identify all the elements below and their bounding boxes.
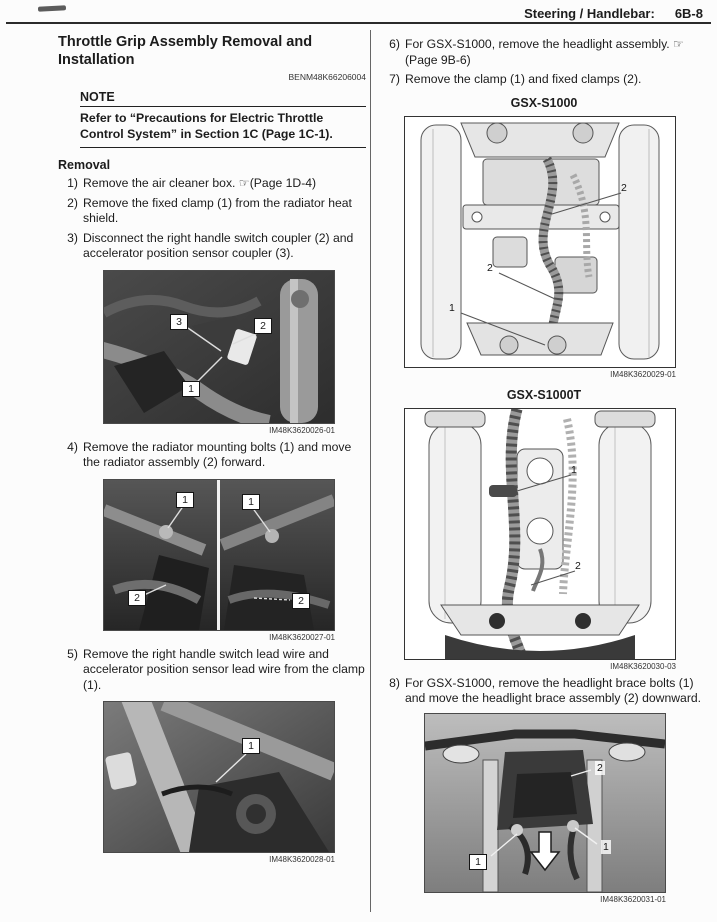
figure-code: IM48K3620027-01 (269, 632, 335, 642)
step-text: Remove the radiator mounting bolts (1) and move the radiator assembly (2) forward. (83, 439, 352, 469)
callout-2-top: 2 (621, 181, 627, 194)
callout-2-left: 2 (128, 590, 146, 606)
procedure-title: Throttle Grip Assembly Removal and Installation (58, 34, 313, 68)
step-8 (380, 676, 708, 707)
page-header (524, 6, 703, 21)
step-number: 3) (67, 230, 78, 245)
callout-2-mid: 2 (487, 261, 493, 274)
step-number: 7) (389, 72, 400, 86)
step-3 (58, 231, 366, 262)
header-section-title: Steering / Handlebar: (524, 6, 655, 21)
column-divider (370, 30, 371, 912)
figure-headlight-brace-photo (424, 713, 666, 893)
step-text: Remove the fixed clamp (1) from the radiator heat shield. (83, 195, 352, 225)
figure-headlight-brace (424, 713, 666, 905)
figure-gsx-s1000-drawing (404, 116, 676, 368)
note-text: Refer to “Precautions for Electric Throttle Control System” in Section 1C (Page 1C-1). (80, 107, 366, 148)
step-number: 1) (67, 176, 78, 190)
callout-1: 1 (571, 463, 577, 476)
figure-clamp-photo (103, 701, 335, 853)
removal-heading: Removal (58, 158, 111, 172)
figure-gsx-s1000t (404, 408, 676, 672)
step-number: 6) (389, 37, 400, 51)
figure-gsx-s1000t-drawing (404, 408, 676, 660)
callout-1-right: 1 (242, 494, 260, 510)
step-2 (58, 196, 366, 227)
step-5 (58, 647, 366, 694)
header-rule (6, 22, 711, 24)
steering-stem-drawing (405, 117, 675, 367)
figure-couplers-photo (103, 270, 335, 424)
callout-1-right: 1 (603, 840, 609, 853)
callout-3: 3 (170, 314, 188, 330)
step-text: Disconnect the right handle switch coupler (2) and accelerator position sensor coupler (3). (83, 230, 354, 260)
step-number: 4) (67, 439, 78, 454)
callout-1: 1 (242, 738, 260, 754)
figure-code: IM48K3620031-01 (600, 894, 666, 904)
figure-code: IM48K3620030-03 (610, 661, 676, 671)
callout-1: 1 (449, 301, 455, 314)
note-label: NOTE (80, 90, 366, 107)
step-text: For GSX-S1000, remove the headlight brace bolts (1) and move the headlight brace assembly (2) downward. (405, 675, 702, 705)
callout-2: 2 (575, 559, 581, 572)
callout-1-left: 1 (176, 492, 194, 508)
step-4 (58, 440, 366, 471)
figure-couplers (103, 270, 335, 436)
engine-bay-photo (104, 271, 334, 423)
headlight-brace-photo (425, 714, 665, 892)
step-text: Remove the clamp (1) and fixed clamps (2). (405, 72, 642, 86)
scan-artifact (38, 5, 66, 11)
figure-gsx-s1000 (404, 116, 676, 380)
procedure-code: BENM48K66206004 (288, 72, 366, 82)
callout-2-right: 2 (292, 593, 310, 609)
figure-code: IM48K3620028-01 (269, 855, 335, 864)
step-1 (58, 176, 366, 192)
step-7 (380, 72, 708, 88)
figure-lead-wire-clamp (103, 701, 335, 865)
figure-radiator-photo (103, 479, 335, 631)
right-column (380, 33, 708, 907)
figure-radiator-bolts (103, 479, 335, 643)
step-text: For GSX-S1000, remove the headlight assembly. ☞(Page 9B-6) (405, 37, 684, 67)
model-label-gsx-s1000t: GSX-S1000T (506, 387, 582, 402)
step-number: 5) (67, 646, 78, 661)
callout-2: 2 (597, 761, 603, 774)
header-page-number: 6B-8 (674, 6, 703, 21)
note-block (80, 90, 366, 148)
step-text: Remove the right handle switch lead wire and accelerator position sensor lead wire from the clamp (1). (83, 646, 365, 692)
figure-code: IM48K3620029-01 (610, 369, 676, 379)
fork-cable-drawing (405, 409, 675, 659)
left-column (58, 33, 366, 867)
step-number: 2) (67, 195, 78, 210)
step-number: 8) (389, 675, 400, 690)
callout-1-left: 1 (469, 854, 487, 870)
step-text: Remove the air cleaner box. ☞(Page 1D-4) (83, 176, 317, 190)
figure-code: IM48K3620026-01 (269, 425, 335, 435)
step-6 (380, 37, 708, 68)
callout-2: 2 (254, 318, 272, 334)
callout-1: 1 (182, 381, 200, 397)
clamp-photo (104, 702, 334, 852)
model-label-gsx-s1000: GSX-S1000 (510, 95, 578, 110)
